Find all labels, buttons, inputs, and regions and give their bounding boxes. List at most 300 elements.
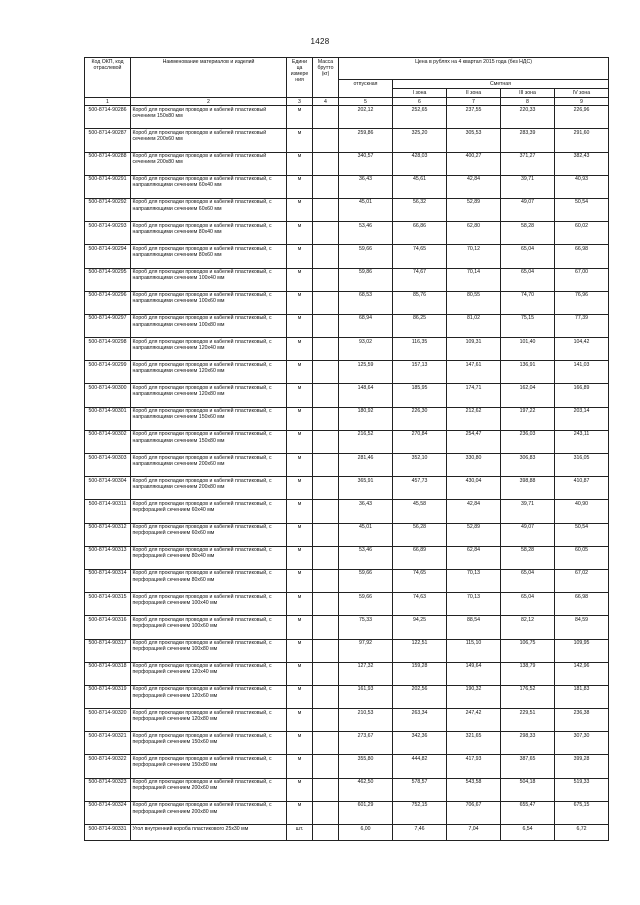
cell-code: 500-8714-90313 — [85, 546, 131, 569]
cell-zone-1-price: 45,61 — [393, 175, 447, 198]
cell-mass — [313, 801, 339, 824]
cell-mass — [313, 685, 339, 708]
cell-name: Короб для прокладки проводов и кабелей пластиковый, с перфорацией сечением 100х40 мм — [131, 593, 287, 616]
cell-name: Короб для прокладки проводов и кабелей пластиковый, с направляющими сечением 80х60 мм — [131, 245, 287, 268]
cell-code: 500-8714-90295 — [85, 268, 131, 291]
cell-zone-3-price: 138,79 — [501, 662, 555, 685]
cell-release-price: 355,80 — [339, 755, 393, 778]
cell-release-price: 59,86 — [339, 268, 393, 291]
cell-zone-1-price: 444,82 — [393, 755, 447, 778]
cell-zone-2-price: 80,55 — [447, 291, 501, 314]
cell-zone-2-price: 237,55 — [447, 106, 501, 129]
table-row — [85, 685, 609, 708]
price-table — [84, 57, 609, 841]
header-zone-4: IV зона — [555, 89, 609, 98]
column-number: 5 — [339, 98, 393, 106]
cell-zone-1-price: 185,95 — [393, 384, 447, 407]
header-zone-2: II зона — [447, 89, 501, 98]
cell-zone-4-price: 84,59 — [555, 616, 609, 639]
table-row — [85, 129, 609, 152]
cell-unit: м — [287, 639, 313, 662]
cell-zone-1-price: 578,57 — [393, 778, 447, 801]
cell-code: 500-8714-90316 — [85, 616, 131, 639]
cell-zone-3-price: 398,88 — [501, 477, 555, 500]
cell-zone-4-price: 40,90 — [555, 500, 609, 523]
cell-zone-1-price: 56,32 — [393, 198, 447, 221]
cell-zone-3-price: 101,40 — [501, 338, 555, 361]
cell-zone-1-price: 45,58 — [393, 500, 447, 523]
cell-zone-3-price: 136,91 — [501, 361, 555, 384]
cell-zone-3-price: 65,04 — [501, 268, 555, 291]
cell-unit: м — [287, 152, 313, 175]
cell-zone-4-price: 50,54 — [555, 523, 609, 546]
cell-release-price: 93,02 — [339, 338, 393, 361]
cell-unit: шт. — [287, 825, 313, 841]
column-number: 3 — [287, 98, 313, 106]
cell-unit: м — [287, 175, 313, 198]
cell-unit: м — [287, 338, 313, 361]
cell-zone-2-price: 81,02 — [447, 314, 501, 337]
cell-zone-3-price: 298,33 — [501, 732, 555, 755]
cell-zone-3-price: 655,47 — [501, 801, 555, 824]
cell-name: Короб для прокладки проводов и кабелей пластиковый, с направляющими сечением 100х60 мм — [131, 291, 287, 314]
column-number: 2 — [131, 98, 287, 106]
cell-code: 500-8714-90286 — [85, 106, 131, 129]
cell-zone-2-price: 52,89 — [447, 198, 501, 221]
table-row — [85, 732, 609, 755]
cell-zone-3-price: 229,51 — [501, 709, 555, 732]
cell-zone-4-price: 77,39 — [555, 314, 609, 337]
cell-zone-3-price: 65,04 — [501, 593, 555, 616]
column-number: 1 — [85, 98, 131, 106]
cell-code: 500-8714-90297 — [85, 314, 131, 337]
cell-zone-1-price: 325,20 — [393, 129, 447, 152]
cell-zone-1-price: 428,03 — [393, 152, 447, 175]
table-row — [85, 755, 609, 778]
cell-name: Короб для прокладки проводов и кабелей пластиковый, с перфорацией сечением 150х80 мм — [131, 755, 287, 778]
cell-zone-1-price: 116,35 — [393, 338, 447, 361]
cell-unit: м — [287, 106, 313, 129]
column-number: 8 — [501, 98, 555, 106]
table-row — [85, 477, 609, 500]
cell-zone-4-price: 40,93 — [555, 175, 609, 198]
cell-unit: м — [287, 454, 313, 477]
cell-unit: м — [287, 523, 313, 546]
cell-zone-1-price: 352,10 — [393, 454, 447, 477]
cell-zone-3-price: 6,54 — [501, 825, 555, 841]
cell-release-price: 462,50 — [339, 778, 393, 801]
cell-code: 500-8714-90314 — [85, 569, 131, 592]
cell-zone-2-price: 400,27 — [447, 152, 501, 175]
cell-code: 500-8714-90321 — [85, 732, 131, 755]
cell-mass — [313, 106, 339, 129]
cell-name: Короб для прокладки проводов и кабелей пластиковый сечением 150х80 мм — [131, 106, 287, 129]
cell-zone-2-price: 190,32 — [447, 685, 501, 708]
cell-name: Короб для прокладки проводов и кабелей пластиковый, с перфорацией сечением 200х80 мм — [131, 801, 287, 824]
cell-release-price: 45,01 — [339, 523, 393, 546]
cell-unit: м — [287, 755, 313, 778]
cell-zone-4-price: 67,00 — [555, 268, 609, 291]
table-row — [85, 639, 609, 662]
cell-release-price: 68,94 — [339, 314, 393, 337]
cell-code: 500-8714-90318 — [85, 662, 131, 685]
cell-name: Короб для прокладки проводов и кабелей пластиковый, с перфорацией сечением 120х40 мм — [131, 662, 287, 685]
table-row — [85, 152, 609, 175]
cell-zone-3-price: 58,28 — [501, 222, 555, 245]
cell-zone-4-price: 382,43 — [555, 152, 609, 175]
cell-unit: м — [287, 616, 313, 639]
cell-unit: м — [287, 593, 313, 616]
cell-release-price: 202,12 — [339, 106, 393, 129]
column-number: 9 — [555, 98, 609, 106]
cell-zone-2-price: 149,64 — [447, 662, 501, 685]
cell-zone-1-price: 342,36 — [393, 732, 447, 755]
table-row — [85, 454, 609, 477]
cell-code: 500-8714-90315 — [85, 593, 131, 616]
cell-zone-3-price: 65,04 — [501, 245, 555, 268]
cell-zone-4-price: 316,05 — [555, 454, 609, 477]
cell-code: 500-8714-90300 — [85, 384, 131, 407]
cell-zone-3-price: 197,22 — [501, 407, 555, 430]
cell-name: Короб для прокладки проводов и кабелей пластиковый, с перфорацией сечением 200х60 мм — [131, 778, 287, 801]
cell-zone-3-price: 39,71 — [501, 175, 555, 198]
cell-code: 500-8714-90324 — [85, 801, 131, 824]
cell-code: 500-8714-90317 — [85, 639, 131, 662]
cell-zone-2-price: 62,80 — [447, 222, 501, 245]
cell-zone-4-price: 50,54 — [555, 198, 609, 221]
cell-unit: м — [287, 546, 313, 569]
cell-mass — [313, 569, 339, 592]
cell-zone-1-price: 752,15 — [393, 801, 447, 824]
header-estimate: Сметная — [393, 80, 609, 89]
cell-zone-2-price: 52,89 — [447, 523, 501, 546]
cell-name: Короб для прокладки проводов и кабелей пластиковый, с направляющими сечением 120х80 мм — [131, 384, 287, 407]
cell-name: Короб для прокладки проводов и кабелей пластиковый, с направляющими сечением 120х60 мм — [131, 361, 287, 384]
table-row — [85, 222, 609, 245]
cell-name: Короб для прокладки проводов и кабелей пластиковый, с направляющими сечением 200х80 мм — [131, 477, 287, 500]
cell-mass — [313, 523, 339, 546]
cell-mass — [313, 709, 339, 732]
cell-unit: м — [287, 268, 313, 291]
cell-release-price: 127,32 — [339, 662, 393, 685]
cell-zone-3-price: 162,04 — [501, 384, 555, 407]
cell-mass — [313, 755, 339, 778]
cell-name: Короб для прокладки проводов и кабелей пластиковый сечением 200х80 мм — [131, 152, 287, 175]
cell-zone-3-price: 75,15 — [501, 314, 555, 337]
cell-zone-4-price: 675,15 — [555, 801, 609, 824]
cell-zone-3-price: 387,65 — [501, 755, 555, 778]
table-row — [85, 662, 609, 685]
cell-release-price: 68,53 — [339, 291, 393, 314]
cell-code: 500-8714-90296 — [85, 291, 131, 314]
table-row — [85, 314, 609, 337]
cell-zone-1-price: 74,65 — [393, 569, 447, 592]
header-zone-3: III зона — [501, 89, 555, 98]
cell-zone-1-price: 457,73 — [393, 477, 447, 500]
cell-mass — [313, 454, 339, 477]
cell-name: Угол внутренний короба пластикового 25х30 мм — [131, 825, 287, 841]
cell-release-price: 45,01 — [339, 198, 393, 221]
table-row — [85, 175, 609, 198]
cell-zone-3-price: 176,52 — [501, 685, 555, 708]
table-row — [85, 569, 609, 592]
cell-release-price: 36,43 — [339, 500, 393, 523]
cell-zone-1-price: 74,65 — [393, 245, 447, 268]
cell-mass — [313, 593, 339, 616]
cell-name: Короб для прокладки проводов и кабелей пластиковый, с направляющими сечением 150х80 мм — [131, 430, 287, 453]
cell-code: 500-8714-90302 — [85, 430, 131, 453]
cell-mass — [313, 477, 339, 500]
table-row — [85, 801, 609, 824]
cell-zone-4-price: 226,96 — [555, 106, 609, 129]
cell-name: Короб для прокладки проводов и кабелей пластиковый, с направляющими сечением 150х60 мм — [131, 407, 287, 430]
cell-zone-2-price: 147,61 — [447, 361, 501, 384]
cell-zone-1-price: 74,67 — [393, 268, 447, 291]
cell-mass — [313, 198, 339, 221]
cell-name: Короб для прокладки проводов и кабелей пластиковый, с перфорацией сечением 60х40 мм — [131, 500, 287, 523]
cell-name: Короб для прокладки проводов и кабелей пластиковый, с перфорацией сечением 120х60 мм — [131, 685, 287, 708]
cell-zone-2-price: 321,65 — [447, 732, 501, 755]
cell-name: Короб для прокладки проводов и кабелей пластиковый, с направляющими сечением 60х60 мм — [131, 198, 287, 221]
cell-zone-3-price: 74,70 — [501, 291, 555, 314]
cell-release-price: 365,91 — [339, 477, 393, 500]
cell-zone-3-price: 58,28 — [501, 546, 555, 569]
table-row — [85, 616, 609, 639]
cell-name: Короб для прокладки проводов и кабелей пластиковый, с направляющими сечением 80х40 мм — [131, 222, 287, 245]
cell-name: Короб для прокладки проводов и кабелей пластиковый, с направляющими сечением 100х40 мм — [131, 268, 287, 291]
cell-unit: м — [287, 732, 313, 755]
cell-code: 500-8714-90293 — [85, 222, 131, 245]
cell-name: Короб для прокладки проводов и кабелей пластиковый, с направляющими сечением 100х80 мм — [131, 314, 287, 337]
cell-code: 500-8714-90304 — [85, 477, 131, 500]
cell-name: Короб для прокладки проводов и кабелей пластиковый, с перфорацией сечением 60х60 мм — [131, 523, 287, 546]
cell-unit: м — [287, 361, 313, 384]
cell-unit: м — [287, 314, 313, 337]
cell-code: 500-8714-90294 — [85, 245, 131, 268]
cell-zone-1-price: 263,34 — [393, 709, 447, 732]
cell-zone-2-price: 109,31 — [447, 338, 501, 361]
cell-unit: м — [287, 222, 313, 245]
cell-zone-4-price: 66,98 — [555, 245, 609, 268]
header-price-group: Цена в рублях на 4 квартал 2015 года (без НДС) — [339, 58, 609, 80]
cell-zone-2-price: 70,13 — [447, 593, 501, 616]
cell-zone-2-price: 305,53 — [447, 129, 501, 152]
table-row — [85, 291, 609, 314]
cell-zone-2-price: 254,47 — [447, 430, 501, 453]
header-mass: Масса брутто (кг) — [313, 58, 339, 98]
table-row — [85, 709, 609, 732]
cell-zone-3-price: 371,27 — [501, 152, 555, 175]
cell-release-price: 6,00 — [339, 825, 393, 841]
cell-zone-1-price: 270,84 — [393, 430, 447, 453]
cell-unit: м — [287, 662, 313, 685]
cell-release-price: 216,52 — [339, 430, 393, 453]
cell-name: Короб для прокладки проводов и кабелей пластиковый, с перфорацией сечением 120х80 мм — [131, 709, 287, 732]
cell-zone-2-price: 70,13 — [447, 569, 501, 592]
cell-zone-4-price: 519,33 — [555, 778, 609, 801]
cell-zone-2-price: 330,80 — [447, 454, 501, 477]
cell-code: 500-8714-90287 — [85, 129, 131, 152]
cell-unit: м — [287, 778, 313, 801]
cell-zone-1-price: 56,28 — [393, 523, 447, 546]
cell-zone-3-price: 106,75 — [501, 639, 555, 662]
cell-zone-2-price: 430,04 — [447, 477, 501, 500]
cell-zone-1-price: 202,56 — [393, 685, 447, 708]
cell-code: 500-8714-90322 — [85, 755, 131, 778]
cell-zone-3-price: 504,18 — [501, 778, 555, 801]
cell-unit: м — [287, 477, 313, 500]
cell-zone-2-price: 706,67 — [447, 801, 501, 824]
table-row — [85, 268, 609, 291]
cell-unit: м — [287, 245, 313, 268]
table-row — [85, 198, 609, 221]
cell-mass — [313, 778, 339, 801]
table-row — [85, 361, 609, 384]
table-row — [85, 430, 609, 453]
cell-zone-2-price: 70,14 — [447, 268, 501, 291]
cell-release-price: 97,92 — [339, 639, 393, 662]
table-body — [85, 106, 609, 841]
cell-release-price: 601,29 — [339, 801, 393, 824]
cell-mass — [313, 361, 339, 384]
cell-zone-3-price: 306,83 — [501, 454, 555, 477]
cell-zone-2-price: 212,62 — [447, 407, 501, 430]
cell-zone-1-price: 86,25 — [393, 314, 447, 337]
cell-mass — [313, 314, 339, 337]
cell-mass — [313, 384, 339, 407]
cell-zone-2-price: 62,84 — [447, 546, 501, 569]
cell-release-price: 273,67 — [339, 732, 393, 755]
cell-zone-2-price: 42,84 — [447, 500, 501, 523]
cell-code: 500-8714-90311 — [85, 500, 131, 523]
cell-name: Короб для прокладки проводов и кабелей пластиковый, с направляющими сечением 200х60 мм — [131, 454, 287, 477]
cell-mass — [313, 245, 339, 268]
cell-zone-4-price: 399,28 — [555, 755, 609, 778]
cell-release-price: 148,64 — [339, 384, 393, 407]
cell-code: 500-8714-90288 — [85, 152, 131, 175]
cell-zone-4-price: 67,02 — [555, 569, 609, 592]
cell-unit: м — [287, 801, 313, 824]
cell-mass — [313, 291, 339, 314]
cell-release-price: 53,46 — [339, 546, 393, 569]
cell-code: 500-8714-90301 — [85, 407, 131, 430]
cell-zone-2-price: 247,42 — [447, 709, 501, 732]
cell-release-price: 259,86 — [339, 129, 393, 152]
header-name: Наименование материалов и изделий — [131, 58, 287, 98]
table-row — [85, 106, 609, 129]
cell-zone-2-price: 174,71 — [447, 384, 501, 407]
cell-code: 500-8714-90299 — [85, 361, 131, 384]
cell-unit: м — [287, 500, 313, 523]
cell-name: Короб для прокладки проводов и кабелей пластиковый, с перфорацией сечением 150х60 мм — [131, 732, 287, 755]
cell-mass — [313, 222, 339, 245]
cell-release-price: 210,53 — [339, 709, 393, 732]
cell-unit: м — [287, 709, 313, 732]
cell-zone-3-price: 65,04 — [501, 569, 555, 592]
cell-code: 500-8714-90320 — [85, 709, 131, 732]
cell-release-price: 53,46 — [339, 222, 393, 245]
cell-release-price: 75,33 — [339, 616, 393, 639]
cell-zone-4-price: 410,87 — [555, 477, 609, 500]
cell-zone-1-price: 66,89 — [393, 546, 447, 569]
table-row — [85, 546, 609, 569]
cell-name: Короб для прокладки проводов и кабелей пластиковый, с перфорацией сечением 100х60 мм — [131, 616, 287, 639]
cell-mass — [313, 338, 339, 361]
cell-zone-1-price: 7,46 — [393, 825, 447, 841]
cell-mass — [313, 430, 339, 453]
cell-unit: м — [287, 685, 313, 708]
cell-zone-4-price: 109,95 — [555, 639, 609, 662]
cell-zone-4-price: 236,38 — [555, 709, 609, 732]
cell-release-price: 36,43 — [339, 175, 393, 198]
cell-zone-1-price: 157,13 — [393, 361, 447, 384]
cell-mass — [313, 175, 339, 198]
cell-unit: м — [287, 384, 313, 407]
cell-mass — [313, 732, 339, 755]
cell-mass — [313, 662, 339, 685]
page-number: 1428 — [310, 37, 330, 46]
cell-name: Короб для прокладки проводов и кабелей пластиковый, с перфорацией сечением 80х40 мм — [131, 546, 287, 569]
cell-zone-4-price: 66,98 — [555, 593, 609, 616]
table-row — [85, 407, 609, 430]
cell-zone-4-price: 6,72 — [555, 825, 609, 841]
cell-release-price: 281,46 — [339, 454, 393, 477]
cell-zone-4-price: 60,05 — [555, 546, 609, 569]
cell-zone-2-price: 42,84 — [447, 175, 501, 198]
cell-name: Короб для прокладки проводов и кабелей пластиковый, с перфорацией сечением 80х60 мм — [131, 569, 287, 592]
header-unit: Едини ца измере ния — [287, 58, 313, 98]
cell-zone-4-price: 60,02 — [555, 222, 609, 245]
column-number: 7 — [447, 98, 501, 106]
cell-zone-3-price: 39,71 — [501, 500, 555, 523]
cell-zone-1-price: 226,30 — [393, 407, 447, 430]
cell-zone-4-price: 76,96 — [555, 291, 609, 314]
cell-name: Короб для прокладки проводов и кабелей пластиковый, с направляющими сечением 120х40 мм — [131, 338, 287, 361]
cell-zone-2-price: 70,12 — [447, 245, 501, 268]
cell-zone-1-price: 122,51 — [393, 639, 447, 662]
cell-code: 500-8714-90292 — [85, 198, 131, 221]
cell-zone-4-price: 141,03 — [555, 361, 609, 384]
cell-unit: м — [287, 291, 313, 314]
cell-zone-3-price: 49,07 — [501, 198, 555, 221]
cell-zone-1-price: 94,25 — [393, 616, 447, 639]
cell-code: 500-8714-90323 — [85, 778, 131, 801]
cell-mass — [313, 639, 339, 662]
cell-zone-4-price: 142,96 — [555, 662, 609, 685]
cell-zone-1-price: 159,28 — [393, 662, 447, 685]
cell-release-price: 125,59 — [339, 361, 393, 384]
cell-zone-2-price: 417,93 — [447, 755, 501, 778]
cell-release-price: 59,66 — [339, 245, 393, 268]
cell-zone-4-price: 104,42 — [555, 338, 609, 361]
cell-mass — [313, 268, 339, 291]
cell-zone-4-price: 166,89 — [555, 384, 609, 407]
column-numbers-row — [85, 98, 609, 106]
cell-zone-4-price: 203,14 — [555, 407, 609, 430]
cell-mass — [313, 129, 339, 152]
header-zone-1: I зона — [393, 89, 447, 98]
table-row — [85, 523, 609, 546]
table-row — [85, 500, 609, 523]
cell-zone-4-price: 307,30 — [555, 732, 609, 755]
cell-mass — [313, 407, 339, 430]
cell-name: Короб для прокладки проводов и кабелей пластиковый, с направляющими сечением 60х40 мм — [131, 175, 287, 198]
cell-name: Короб для прокладки проводов и кабелей пластиковый, с перфорацией сечением 100х80 мм — [131, 639, 287, 662]
cell-code: 500-8714-90312 — [85, 523, 131, 546]
header-code: Код ОКП, код отраслевой — [85, 58, 131, 98]
cell-zone-3-price: 283,39 — [501, 129, 555, 152]
cell-mass — [313, 616, 339, 639]
